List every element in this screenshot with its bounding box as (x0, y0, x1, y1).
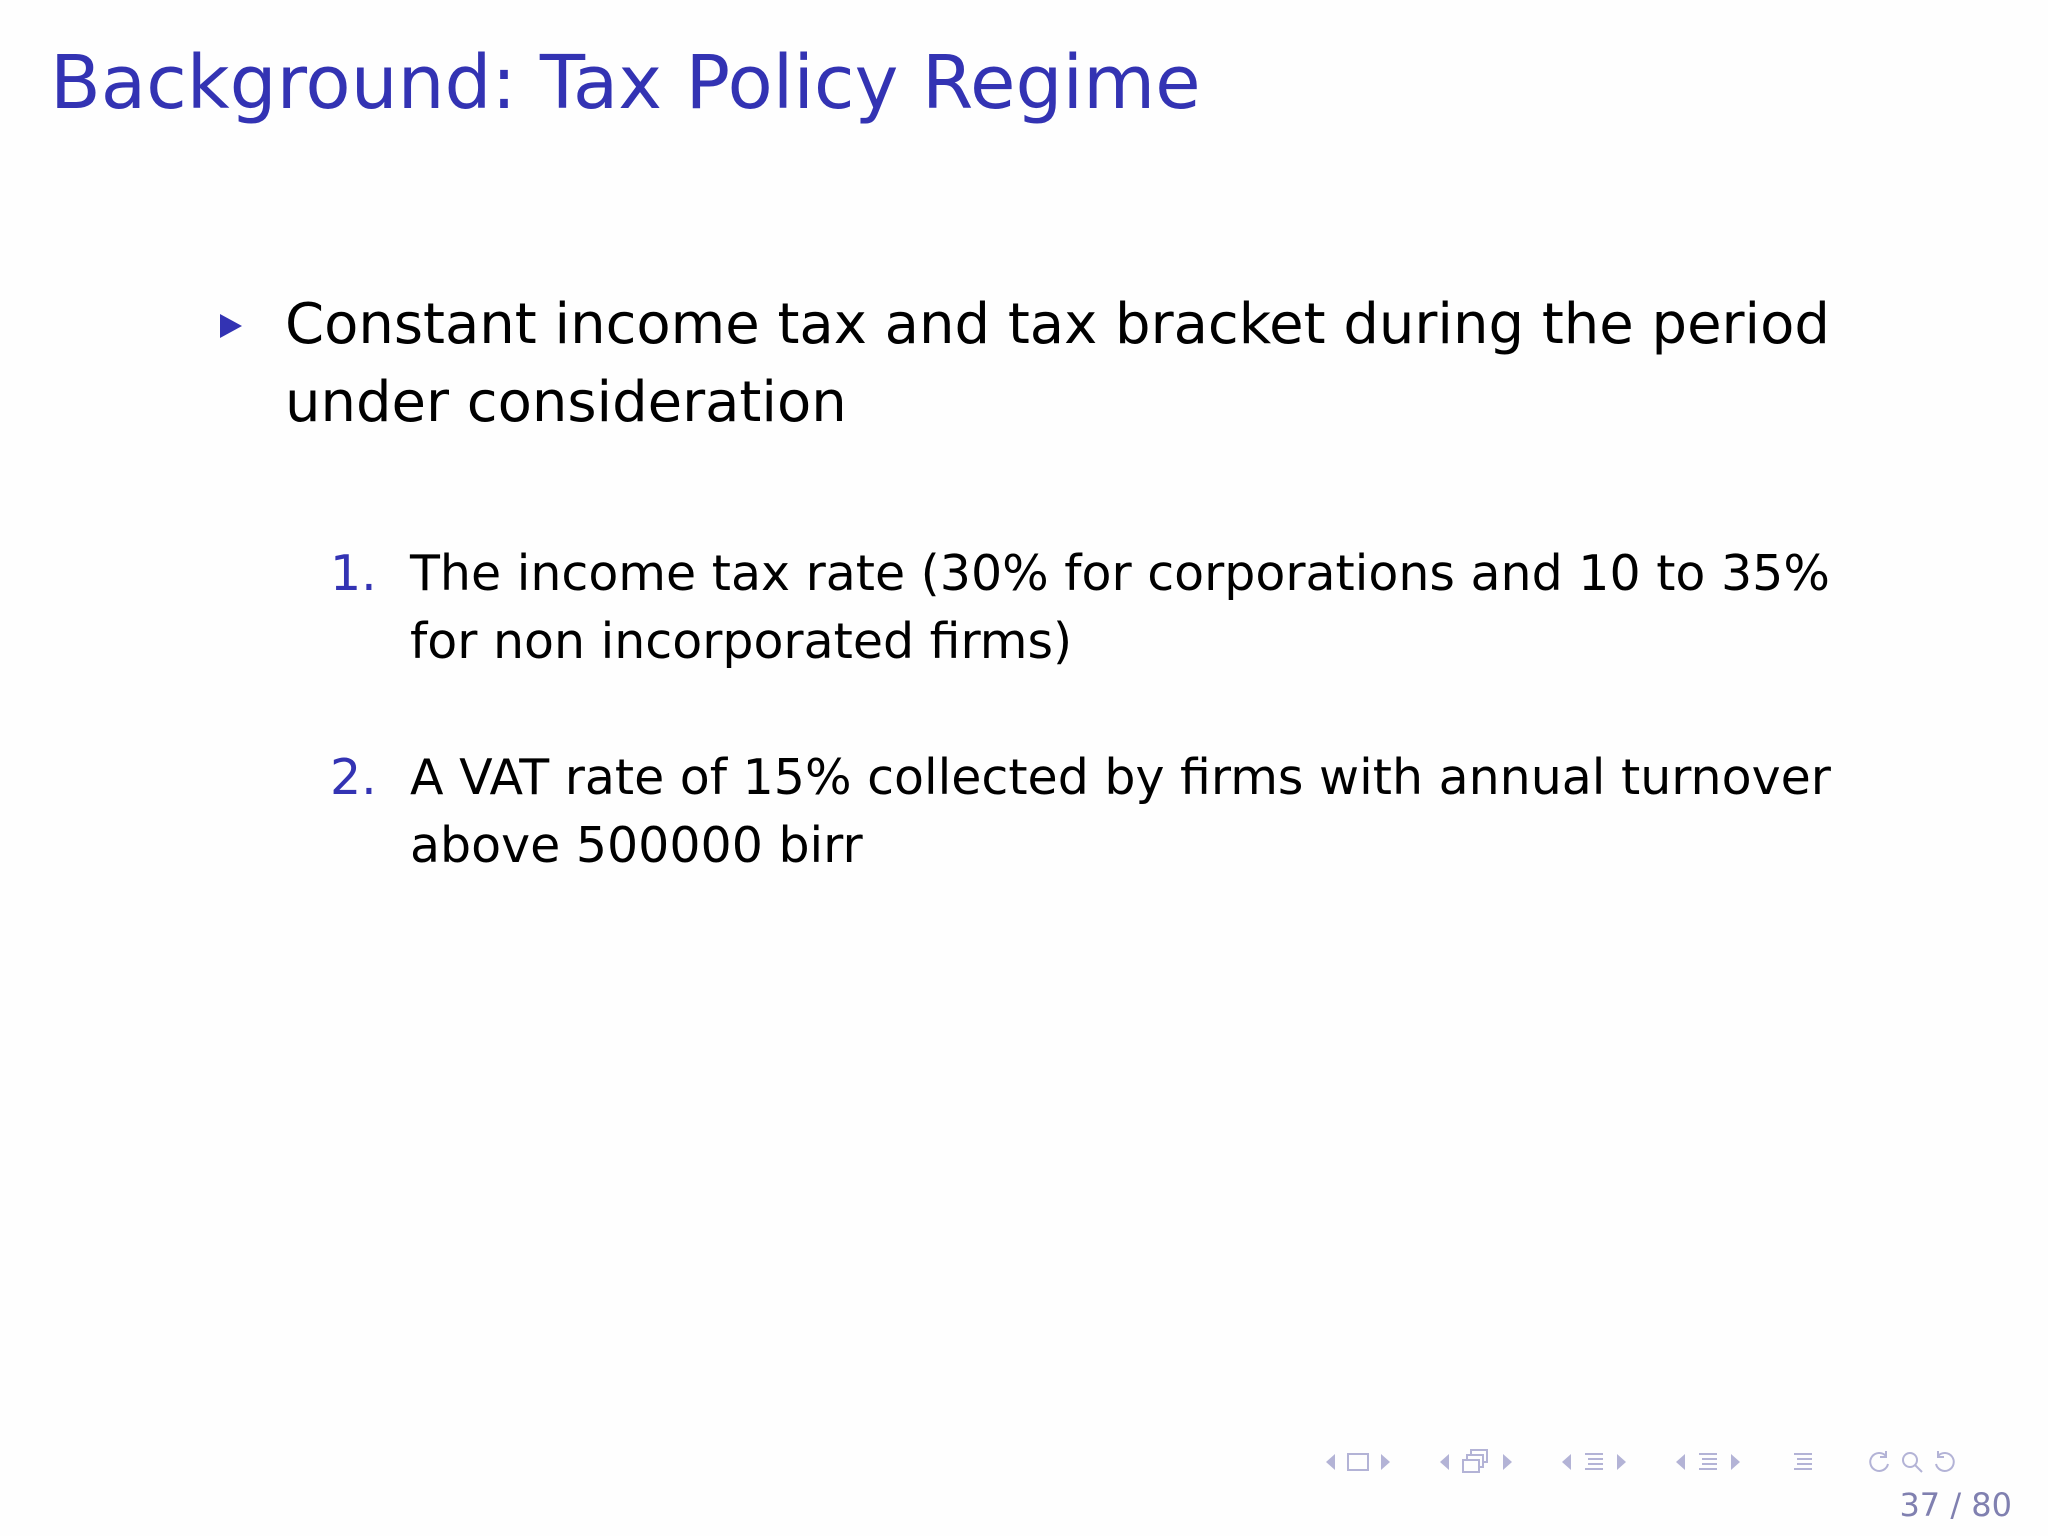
next-subsection-icon[interactable] (1731, 1454, 1740, 1470)
bullet-text: Constant income tax and tax bracket during the period under consideration (285, 292, 1830, 435)
slide-nav (1430, 1448, 1522, 1476)
prev-section-icon[interactable] (1562, 1454, 1571, 1470)
beamer-navigation-bar (1316, 1444, 1958, 1480)
next-slide-icon[interactable] (1503, 1454, 1512, 1470)
list-item-text: The income tax rate (30% for corporations and 10 to 35% for non incorporated firms) (410, 545, 1830, 670)
search-icon[interactable] (1898, 1448, 1926, 1476)
subsection-nav-icon[interactable] (1695, 1449, 1721, 1475)
undo-icon[interactable] (1866, 1448, 1894, 1476)
redo-icon[interactable] (1930, 1448, 1958, 1476)
enumerated-list (330, 540, 1890, 948)
list-item (330, 540, 1890, 676)
toc-icon[interactable] (1790, 1449, 1816, 1475)
section-nav (1552, 1449, 1636, 1475)
next-frame-icon[interactable] (1381, 1454, 1390, 1470)
page-number: 37 / 80 (1899, 1486, 2012, 1524)
list-item-text: A VAT rate of 15% collected by firms with annual turnover above 500000 birr (410, 749, 1831, 874)
frame-nav-icon[interactable] (1345, 1451, 1371, 1473)
frame-nav (1316, 1451, 1400, 1473)
list-item (330, 744, 1890, 880)
bullet-item (220, 286, 1880, 442)
prev-subsection-icon[interactable] (1676, 1454, 1685, 1470)
bullet-triangle-icon (220, 314, 242, 338)
section-nav-icon[interactable] (1581, 1449, 1607, 1475)
toc-nav (1790, 1449, 1816, 1475)
bullet-list (220, 286, 1880, 442)
slide-nav-icon[interactable] (1459, 1448, 1493, 1476)
subsection-nav (1666, 1449, 1750, 1475)
next-section-icon[interactable] (1617, 1454, 1626, 1470)
page-title: Background: Tax Policy Regime (50, 40, 1201, 126)
list-item-number: 2. (330, 749, 377, 806)
prev-frame-icon[interactable] (1326, 1454, 1335, 1470)
prev-slide-icon[interactable] (1440, 1454, 1449, 1470)
list-item-number: 1. (330, 545, 377, 602)
search-nav (1866, 1448, 1958, 1476)
